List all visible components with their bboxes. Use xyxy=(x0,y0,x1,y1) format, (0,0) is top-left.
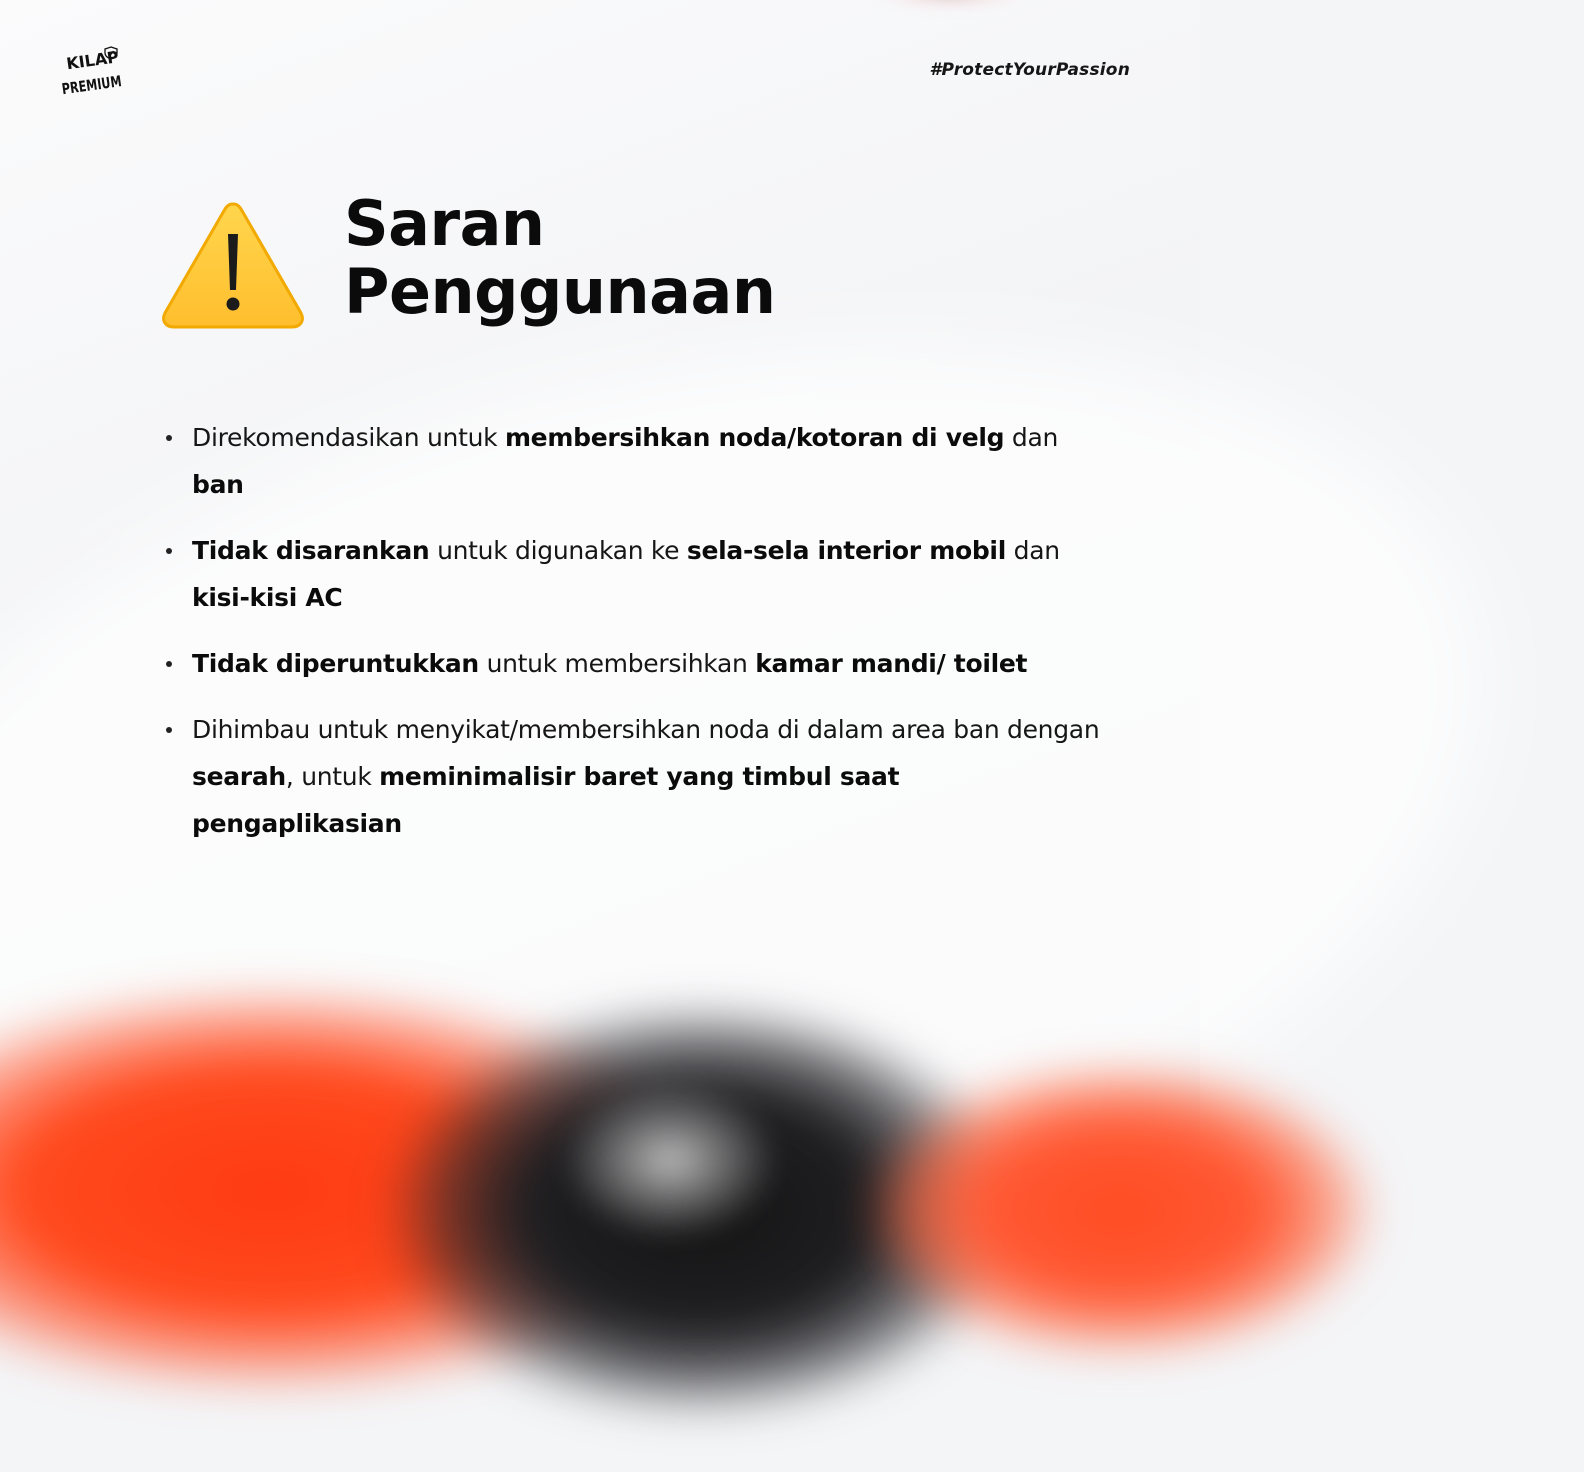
blurred-object-top xyxy=(870,0,1030,10)
list-item xyxy=(160,706,1100,847)
title-line-1: Saran xyxy=(344,187,545,260)
tip-text: Direkomendasikan untuk xyxy=(192,423,505,452)
tip-text: dan xyxy=(1005,536,1060,565)
tip-emphasis: ban xyxy=(192,470,244,499)
tip-emphasis: kamar mandi/ toilet xyxy=(755,649,1028,678)
blurred-brush-red-right xyxy=(860,1060,1380,1360)
list-item xyxy=(160,414,1100,508)
bullet-dot xyxy=(166,548,172,554)
tip-emphasis: membersihkan noda/kotoran di velg xyxy=(504,423,1005,452)
tip-emphasis: searah xyxy=(192,762,286,791)
tip-text: dan xyxy=(1004,423,1059,452)
tip-emphasis: kisi-kisi AC xyxy=(192,583,343,612)
page-title xyxy=(344,187,776,328)
usage-tips-list xyxy=(160,414,1100,866)
title-line-2: Penggunaan xyxy=(344,255,776,328)
warning-icon xyxy=(160,198,306,330)
tip-text: Dihimbau untuk menyikat/membersihkan noda di dalam area ban dengan xyxy=(192,715,1100,744)
bullet-dot xyxy=(166,661,172,667)
bullet-dot xyxy=(166,435,172,441)
tip-text: , untuk xyxy=(285,762,380,791)
brand-logo-line1: KILAP xyxy=(65,47,120,74)
bullet-dot xyxy=(166,727,172,733)
tip-text: untuk membersihkan xyxy=(478,649,756,678)
brand-logo-line2: PREMIUM xyxy=(60,69,143,99)
tip-emphasis: sela-sela interior mobil xyxy=(686,536,1006,565)
tip-emphasis: meminimalisir baret yang timbul saat pengaplikasian xyxy=(192,762,900,838)
brand-logo-mark xyxy=(58,44,143,102)
tip-text: untuk digunakan ke xyxy=(429,536,687,565)
tip-emphasis: Tidak disarankan xyxy=(192,536,430,565)
hashtag-label: #ProtectYourPassion xyxy=(929,60,1130,80)
blurred-brush-highlight xyxy=(560,1080,780,1240)
list-item xyxy=(160,527,1100,621)
tip-emphasis: Tidak diperuntukkan xyxy=(192,649,479,678)
list-item xyxy=(160,640,1100,687)
brand-logo xyxy=(58,44,143,102)
